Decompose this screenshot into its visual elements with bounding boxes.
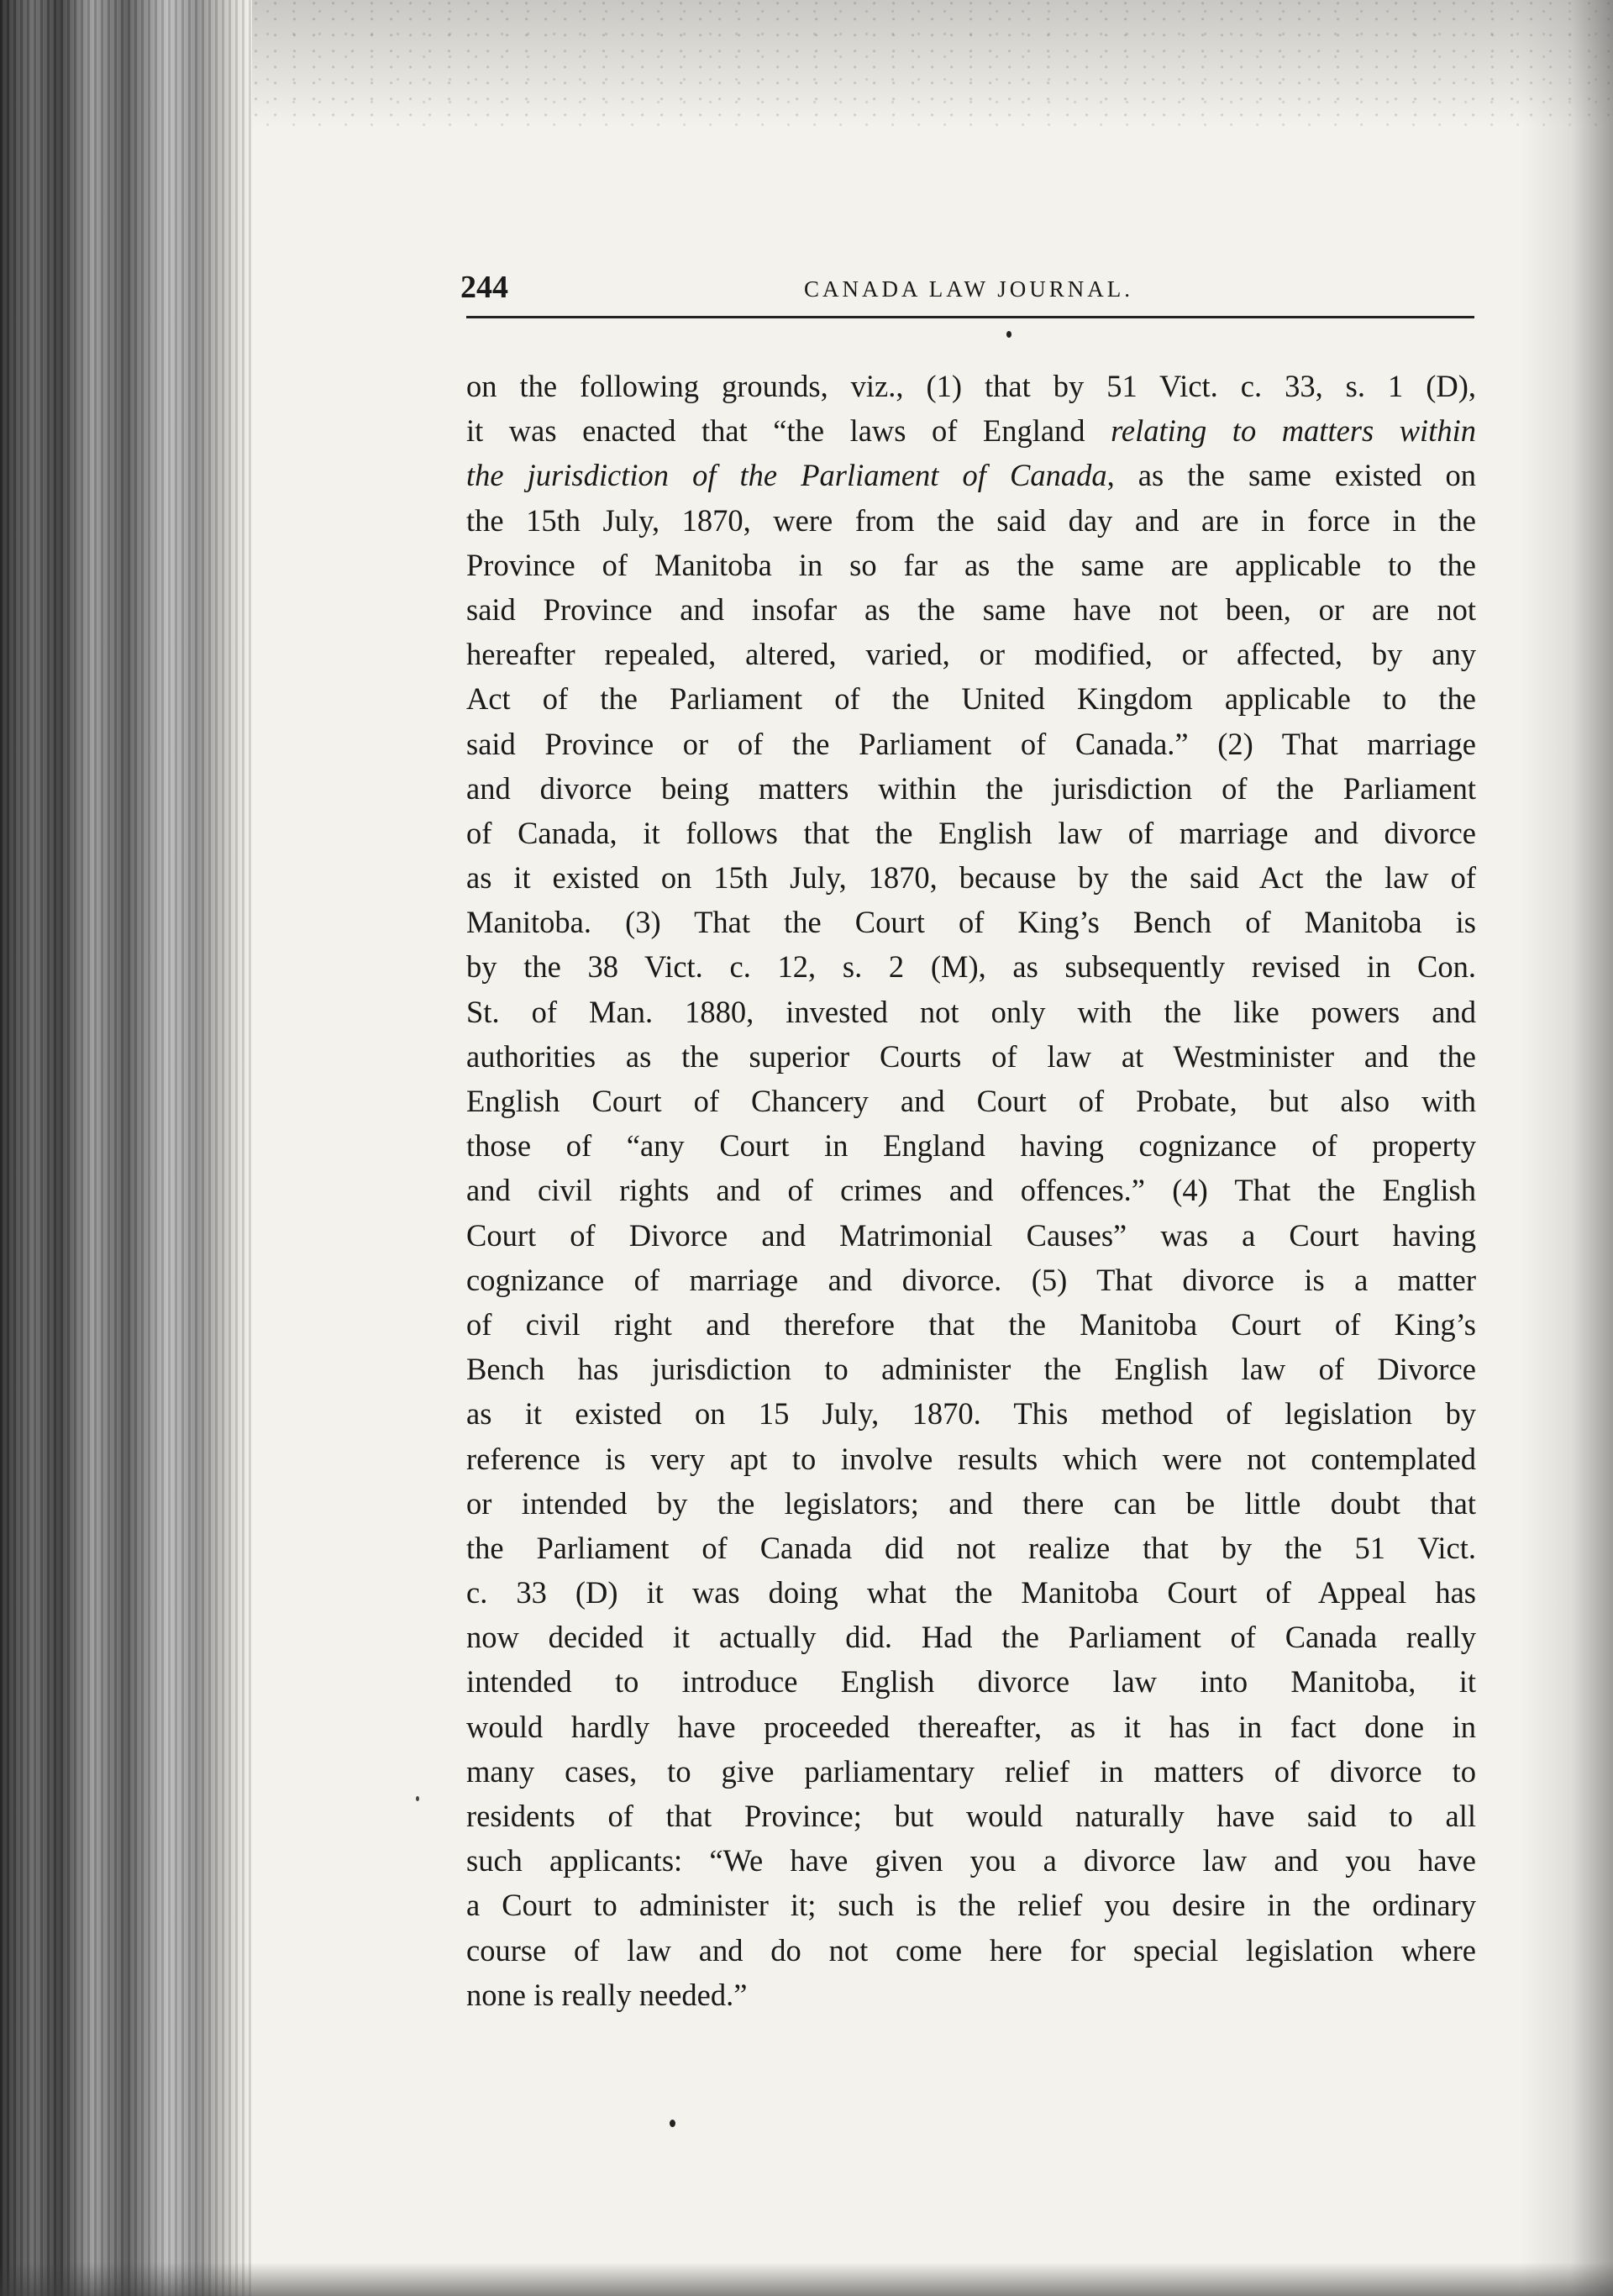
text-line [466, 1034, 1476, 1079]
text-line [466, 855, 1476, 900]
text-segment: authorities as the superior Courts of law at Westminister and the [466, 1038, 1476, 1074]
text-segment: the 15th July, 1870, were from the said day and are in force in the [466, 502, 1476, 538]
text-line [466, 990, 1476, 1034]
text-segment: now decided it actually did. Had the Parliament of Canada really [466, 1620, 1476, 1655]
header-rule [466, 316, 1474, 318]
text-segment: Bench has jurisdiction to administer the English law of Divorce [466, 1352, 1476, 1387]
text-segment: as it existed on 15 July, 1870. This method of legislation by [466, 1396, 1476, 1432]
text-segment: hereafter repealed, altered, varied, or modified, or affected, by any [466, 637, 1476, 672]
text-line [466, 1481, 1476, 1526]
text-segment: many cases, to give parliamentary relief in matters of divorce to [466, 1753, 1476, 1789]
text-segment: on the following grounds, viz., (1) that by 51 Vict. c. 33, s. 1 (D), [466, 369, 1476, 403]
top-edge-noise [252, 0, 1613, 126]
running-head: CANADA LAW JOURNAL. [803, 276, 1134, 302]
text-segment: said Province or of the Parliament of Canada.” (2) That marriage [466, 726, 1476, 761]
text-line [466, 1749, 1476, 1794]
text-segment: Act of the Parliament of the United Kingdom applicable to the [466, 681, 1476, 717]
text-line [466, 1659, 1476, 1704]
text-line [466, 1794, 1476, 1838]
text-segment: residents of that Province; but would naturally have said to all [466, 1799, 1476, 1833]
text-line [466, 722, 1476, 766]
italic-text: relating to matters within [1111, 413, 1476, 449]
text-line [466, 1570, 1476, 1615]
text-line [466, 1838, 1476, 1883]
text-segment: , as the same existed on [1106, 458, 1476, 493]
text-line [466, 364, 1476, 408]
page-header [460, 269, 1477, 306]
text-segment: and civil rights and of crimes and offences.” (4) That the English [466, 1173, 1476, 1208]
text-segment: said Province and insofar as the same have not been, or are not [466, 591, 1476, 627]
text-line [466, 1347, 1476, 1391]
text-line [466, 498, 1476, 543]
text-segment: and divorce being matters within the jurisdiction of the Parliament [466, 770, 1476, 806]
text-segment: intended to introduce English divorce law into Manitoba, it [466, 1664, 1476, 1700]
text-line [466, 1258, 1476, 1302]
text-segment: Court of Divorce and Matrimonial Causes” was a Court having [466, 1217, 1476, 1253]
binding-texture [0, 0, 252, 2296]
ink-speck [670, 2120, 675, 2127]
text-segment: of Canada, it follows that the English law of marriage and divorce [466, 815, 1476, 850]
text-segment: as it existed on 15th July, 1870, because by the said Act the law of [466, 860, 1476, 896]
text-line [466, 1437, 1476, 1481]
text-line [466, 1213, 1476, 1258]
ink-speck [1006, 331, 1011, 338]
bottom-edge-shadow [0, 2262, 1613, 2296]
text-segment: reference is very apt to involve results which were not contemplated [466, 1441, 1476, 1476]
text-line [466, 1615, 1476, 1659]
text-segment: or intended by the legislators; and there can be little doubt that [466, 1485, 1476, 1521]
text-line [466, 1302, 1476, 1347]
text-segment: of civil right and therefore that the Manitoba Court of King’s [466, 1306, 1476, 1342]
text-line [466, 408, 1476, 453]
text-line [466, 1973, 1476, 2017]
italic-text: the jurisdiction of the Parliament of Canada [466, 458, 1107, 493]
text-line [466, 676, 1476, 721]
text-segment: those of “any Court in England having cognizance of property [466, 1128, 1476, 1164]
text-line [466, 1079, 1476, 1123]
text-line [466, 587, 1476, 632]
text-line [466, 1391, 1476, 1436]
text-line [466, 944, 1476, 989]
margin-speck [416, 1796, 419, 1801]
page-number: 244 [460, 270, 508, 305]
text-segment: none is really needed.” [466, 1977, 748, 2012]
text-line [466, 1123, 1476, 1168]
text-line [466, 1168, 1476, 1212]
text-segment: course of law and do not come here for special legislation where [466, 1932, 1476, 1968]
text-line [466, 811, 1476, 855]
right-edge-shadow [1521, 0, 1613, 2296]
text-segment: it was enacted that “the laws of England [466, 413, 1111, 449]
text-line [466, 900, 1476, 944]
text-segment: such applicants: “We have given you a divorce law and you have [466, 1843, 1476, 1878]
text-segment: English Court of Chancery and Court of Probate, but also with [466, 1084, 1476, 1118]
text-segment: would hardly have proceeded thereafter, as it has in fact done in [466, 1709, 1476, 1744]
text-segment: a Court to administer it; such is the relief you desire in the ordinary [466, 1888, 1476, 1923]
text-segment: the Parliament of Canada did not realize that by the 51 Vict. [466, 1530, 1476, 1565]
text-line [466, 1883, 1476, 1927]
text-line [466, 543, 1476, 587]
text-line [466, 453, 1476, 497]
body-text [466, 364, 1476, 2017]
text-segment: c. 33 (D) it was doing what the Manitoba Court of Appeal has [466, 1575, 1476, 1610]
text-segment: Manitoba. (3) That the Court of King’s Bench of Manitoba is [466, 905, 1476, 940]
text-line [466, 632, 1476, 676]
text-line [466, 1705, 1476, 1749]
text-line [466, 1526, 1476, 1570]
text-segment: Province of Manitoba in so far as the same are applicable to the [466, 547, 1476, 582]
text-line [466, 1928, 1476, 1973]
text-segment: St. of Man. 1880, invested not only with the like powers and [466, 994, 1476, 1029]
text-line [466, 766, 1476, 811]
text-segment: cognizance of marriage and divorce. (5) That divorce is a matter [466, 1262, 1476, 1297]
text-segment: by the 38 Vict. c. 12, s. 2 (M), as subsequently revised in Con. [466, 949, 1476, 985]
